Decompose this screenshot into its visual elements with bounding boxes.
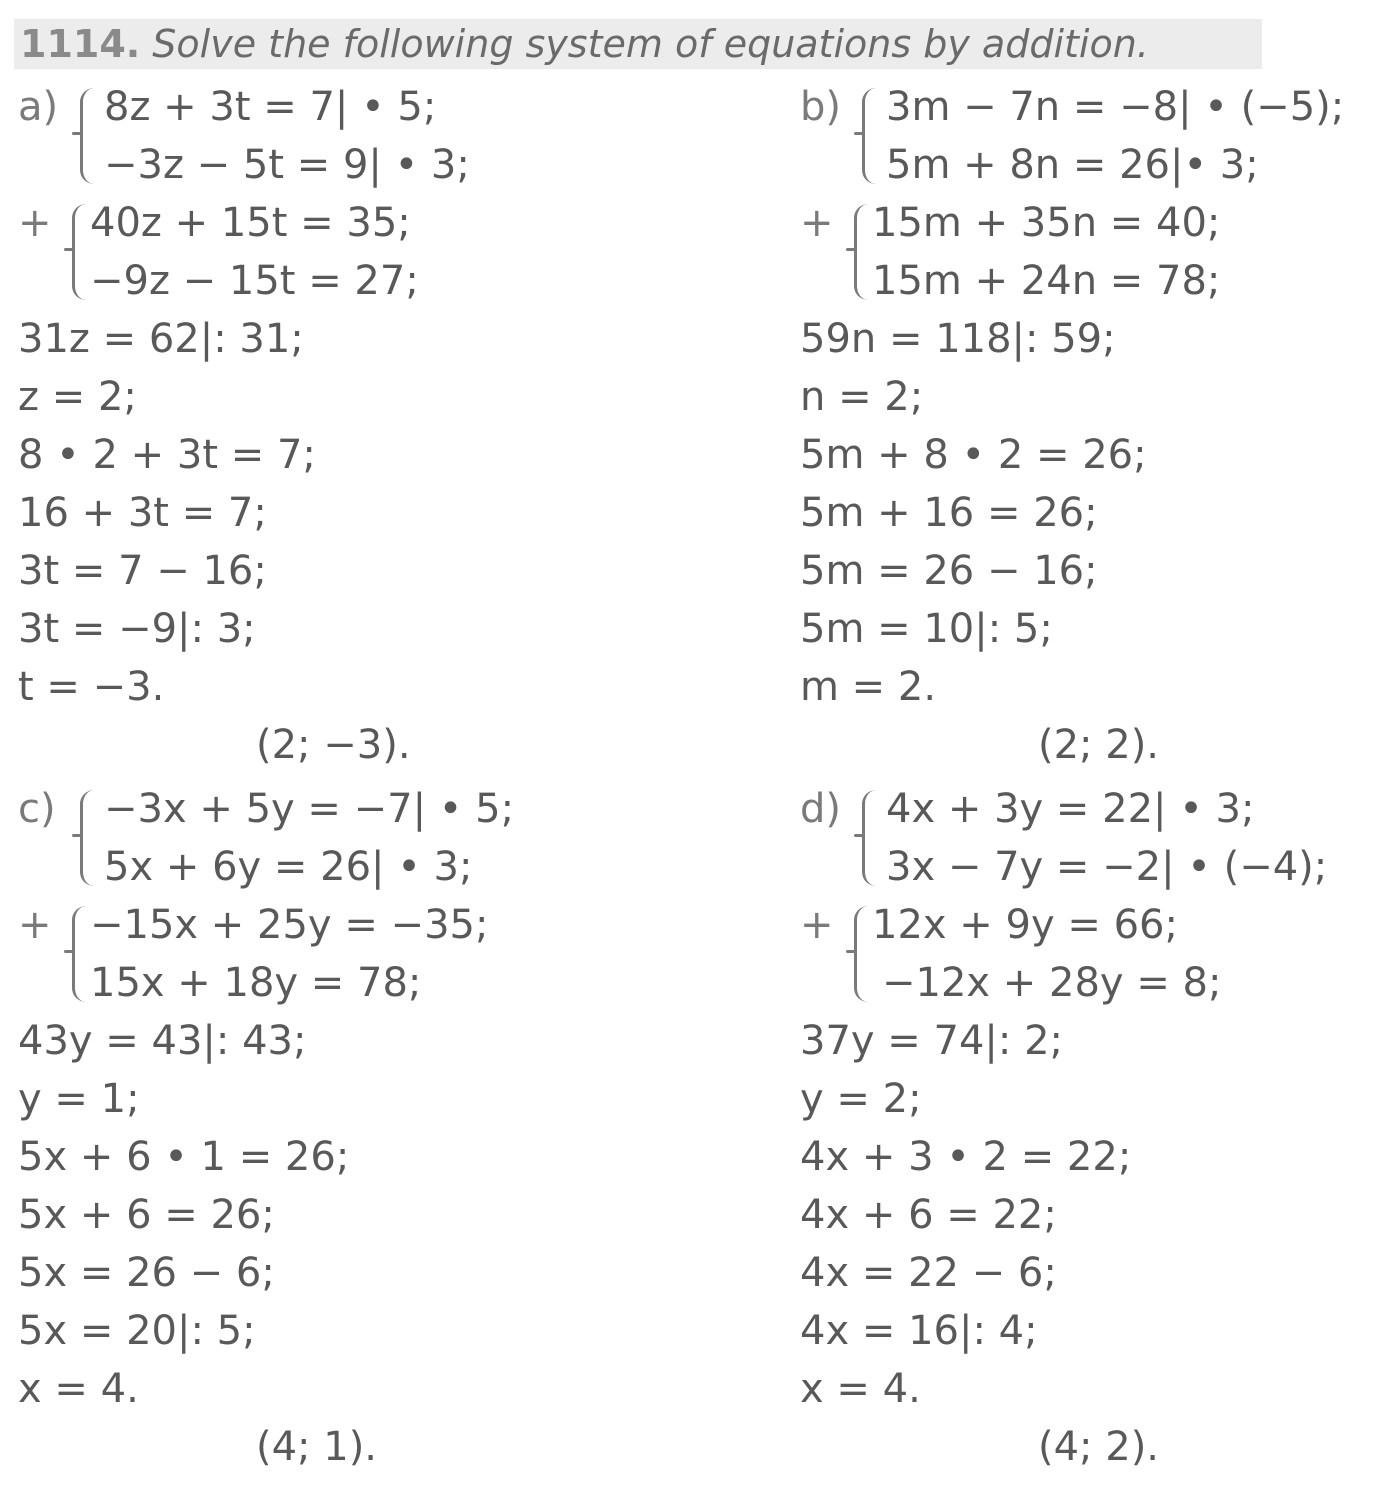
solution-step: 5x = 20|: 5;: [18, 1308, 256, 1354]
solution-step: 31z = 62|: 31;: [18, 316, 304, 362]
solution-step: y = 2;: [800, 1076, 922, 1122]
solution-step: x = 4.: [18, 1366, 139, 1412]
left-brace: [854, 204, 868, 300]
answer: (2; 2).: [1038, 722, 1160, 768]
solution-step: 59n = 118|: 59;: [800, 316, 1116, 362]
solution-step: 5x = 26 − 6;: [18, 1250, 275, 1296]
solution-step: 16 + 3t = 7;: [18, 490, 267, 536]
system-equation-1: 3m − 7n = −8| • (−5);: [886, 84, 1345, 130]
left-brace: [72, 906, 86, 1002]
scaled-equation-2: 15x + 18y = 78;: [90, 960, 422, 1006]
solution-step: 5m = 10|: 5;: [800, 606, 1053, 652]
system-equation-1: 4x + 3y = 22| • 3;: [886, 786, 1255, 832]
problem-label: b): [800, 84, 841, 130]
answer: (4; 1).: [256, 1424, 378, 1470]
system-equation-1: −3x + 5y = −7| • 5;: [104, 786, 515, 832]
answer: (4; 2).: [1038, 1424, 1160, 1470]
problem-label: a): [18, 84, 59, 130]
scaled-equation-2: −9z − 15t = 27;: [90, 258, 419, 304]
problem-c: [18, 780, 708, 1476]
scaled-system: [800, 194, 1390, 310]
left-brace: [72, 204, 86, 300]
solution-step: 5m + 8 • 2 = 26;: [800, 432, 1147, 478]
left-brace: [862, 790, 876, 886]
scaled-equation-1: −15x + 25y = −35;: [90, 902, 489, 948]
left-brace: [80, 88, 94, 184]
scaled-system: [800, 896, 1390, 1012]
left-brace: [862, 88, 876, 184]
system-equation-1: 8z + 3t = 7| • 5;: [104, 84, 437, 130]
solution-step: 5m + 16 = 26;: [800, 490, 1098, 536]
plus-sign: +: [18, 902, 52, 948]
scaled-equation-2: 15m + 24n = 78;: [872, 258, 1221, 304]
solution-step: 4x + 6 = 22;: [800, 1192, 1057, 1238]
exercise-title: Solve the following system of equations by addition.: [152, 22, 1149, 66]
system-equation-2: −3z − 5t = 9| • 3;: [104, 142, 470, 188]
plus-sign: +: [800, 902, 834, 948]
scaled-equation-1: 12x + 9y = 66;: [872, 902, 1178, 948]
solution-step: 8 • 2 + 3t = 7;: [18, 432, 316, 478]
plus-sign: +: [800, 200, 834, 246]
problem-d: [800, 780, 1390, 1476]
problem-label: c): [18, 786, 56, 832]
exercise-number: 1114.: [20, 22, 141, 66]
solution-step: z = 2;: [18, 374, 137, 420]
system-equation-2: 3x − 7y = −2| • (−4);: [886, 844, 1328, 890]
solution-step: 5x + 6 = 26;: [18, 1192, 275, 1238]
scaled-system: [18, 896, 708, 1012]
solution-step: n = 2;: [800, 374, 924, 420]
solution-step: 5x + 6 • 1 = 26;: [18, 1134, 350, 1180]
scaled-equation-1: 40z + 15t = 35;: [90, 200, 411, 246]
original-system: [800, 780, 1390, 896]
problem-label: d): [800, 786, 841, 832]
original-system: [18, 78, 708, 194]
original-system: [800, 78, 1390, 194]
problem-a: [18, 78, 708, 774]
solution-step: 5m = 26 − 16;: [800, 548, 1098, 594]
solution-step: t = −3.: [18, 664, 165, 710]
solution-step: 37y = 74|: 2;: [800, 1018, 1064, 1064]
scaled-system: [18, 194, 708, 310]
solution-step: y = 1;: [18, 1076, 140, 1122]
scaled-equation-1: 15m + 35n = 40;: [872, 200, 1221, 246]
solution-step: 4x + 3 • 2 = 22;: [800, 1134, 1132, 1180]
solution-step: 4x = 16|: 4;: [800, 1308, 1038, 1354]
solution-step: 43y = 43|: 43;: [18, 1018, 307, 1064]
left-brace: [80, 790, 94, 886]
answer: (2; −3).: [256, 722, 411, 768]
solution-step: 3t = 7 − 16;: [18, 548, 267, 594]
original-system: [18, 780, 708, 896]
left-brace: [854, 906, 868, 1002]
problem-b: [800, 78, 1390, 774]
solution-step: x = 4.: [800, 1366, 921, 1412]
system-equation-2: 5x + 6y = 26| • 3;: [104, 844, 473, 890]
exercise-header: [14, 19, 1262, 69]
solution-step: 3t = −9|: 3;: [18, 606, 256, 652]
solution-step: 4x = 22 − 6;: [800, 1250, 1057, 1296]
scaled-equation-2: −12x + 28y = 8;: [882, 960, 1222, 1006]
system-equation-2: 5m + 8n = 26|• 3;: [886, 142, 1259, 188]
plus-sign: +: [18, 200, 52, 246]
solution-step: m = 2.: [800, 664, 937, 710]
